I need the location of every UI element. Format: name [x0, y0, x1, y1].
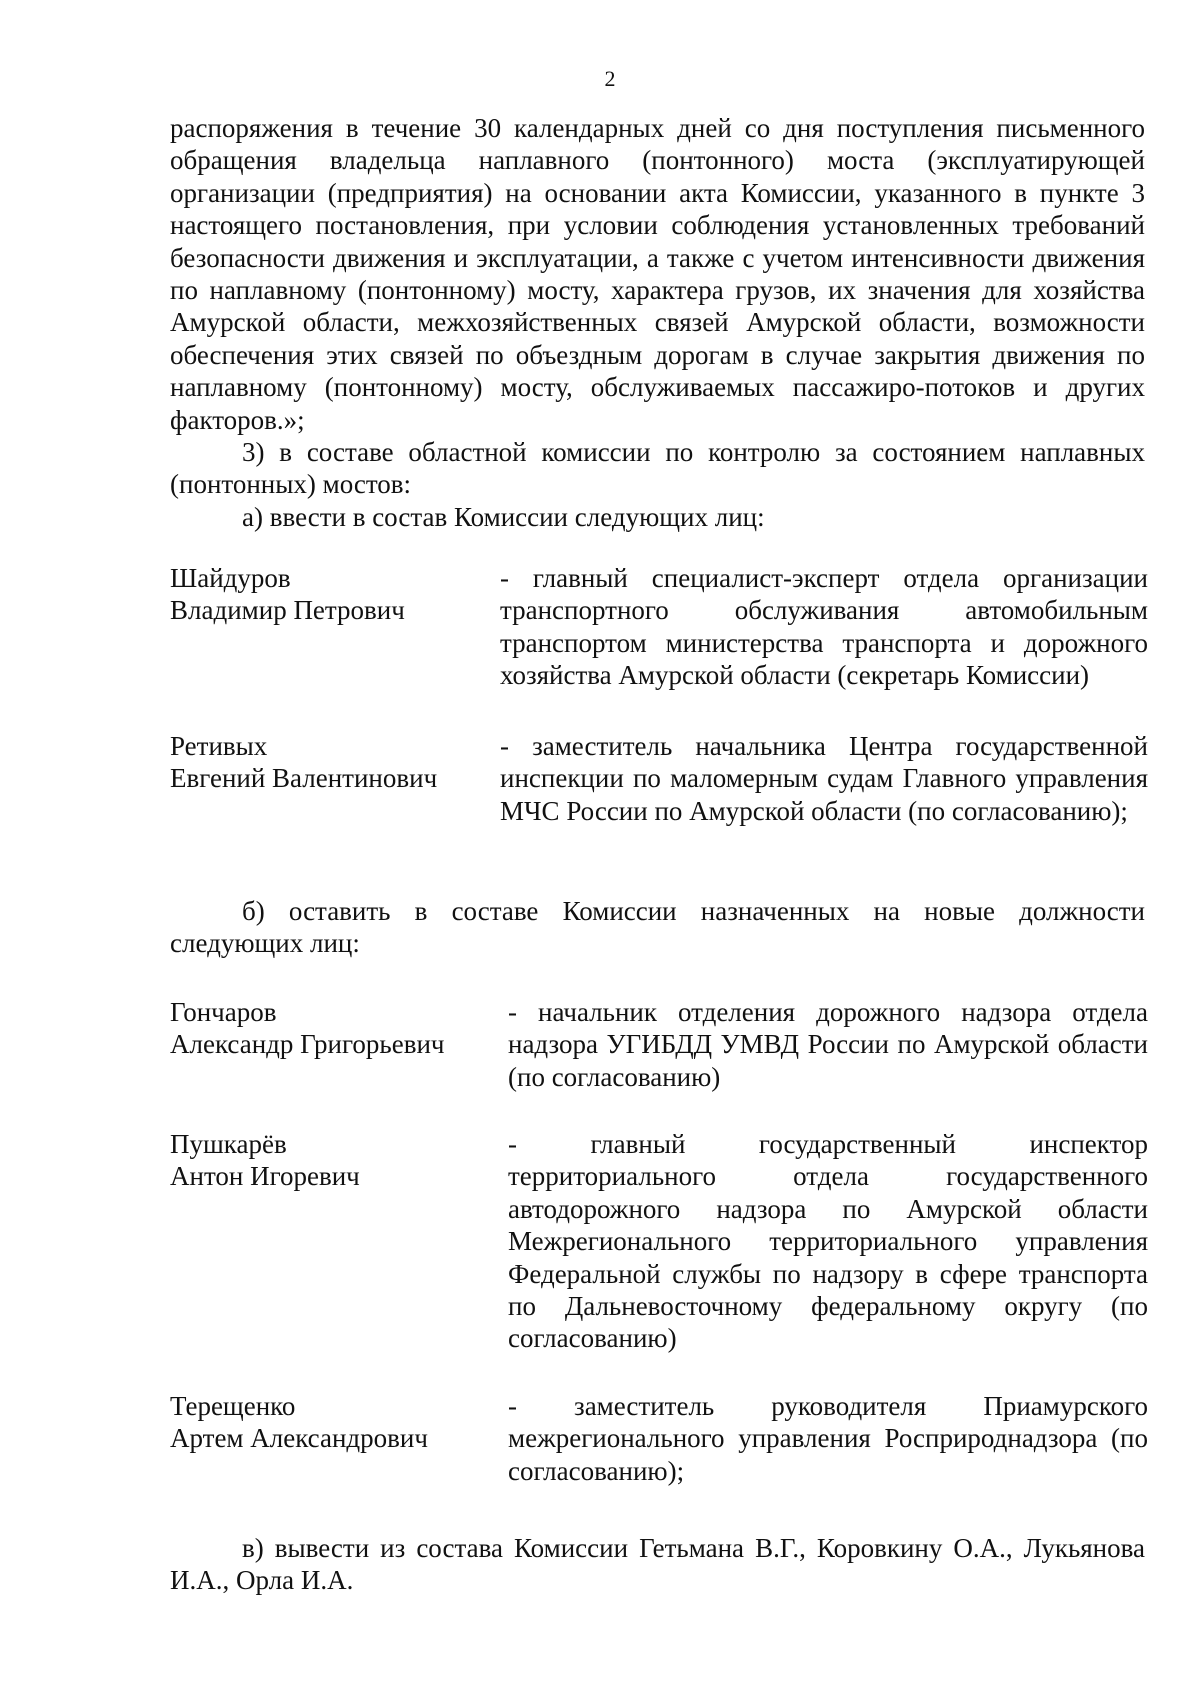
member-name — [170, 562, 490, 627]
member-surname: Терещенко — [170, 1391, 296, 1421]
page-number: 2 — [604, 66, 616, 91]
member-name — [170, 1390, 490, 1455]
member-given-names: Владимир Петрович — [170, 595, 405, 626]
text-block-subitem-c — [170, 1532, 1145, 1597]
subitem-c-paragraph: в) вывести из состава Комиссии Гетьмана В.Г., Коровкину О.А., Лукьянова И.А., Орла И.А. — [170, 1533, 1145, 1596]
member-position: - главный государственный инспектор территориального отдела государственного автодорожного надзора по Амурской области Межрегионального территориального управления Федеральной службы по надзору в сфере транспорта по Дальневосточному федеральному округу (по согласованию) — [508, 1129, 1148, 1354]
member-name — [170, 996, 490, 1061]
member-given-names: Александр Григорьевич — [170, 1029, 445, 1060]
item-3-paragraph: 3) в составе областной комиссии по контролю за состоянием наплавных (понтонных) мостов: — [170, 437, 1145, 500]
intro-paragraph: распоряжения в течение 30 календарных дней со дня поступления письменного обращения владельца наплавного (понтонного) моста (эксплуатирующей организации (предприятия) на основании акта Комиссии, указанного в пункте 3 настоящего постановления, при условии соблюдения установленных требований безопасности движения и эксплуатации, а также с учетом интенсивности движения по наплавному (понтонному) мосту, характера грузов, их значения для хозяйства Амурской области, межхозяйственных связей Амурской области, возможности обеспечения этих связей по объездным дорогам в случае закрытия движения по наплавному (понтонному) мосту, обслуживаемых пассажиро-потоков и других факторов.»; — [170, 113, 1145, 435]
member-name — [170, 1128, 490, 1193]
member-surname: Гончаров — [170, 997, 277, 1027]
member-surname: Пушкарёв — [170, 1129, 287, 1159]
member-given-names: Артем Александрович — [170, 1423, 428, 1454]
member-name — [170, 730, 490, 795]
text-block-intro — [170, 112, 1145, 533]
member-position: - начальник отделения дорожного надзора отдела надзора УГИБДД УМВД России по Амурской области (по согласованию) — [508, 997, 1148, 1092]
member-given-names: Антон Игоревич — [170, 1161, 360, 1192]
subitem-a-paragraph: а) ввести в состав Комиссии следующих лиц: — [242, 501, 765, 532]
member-given-names: Евгений Валентинович — [170, 763, 438, 794]
member-position: - главный специалист-эксперт отдела организации транспортного обслуживания автомобильным транспортом министерства транспорта и дорожного хозяйства Амурской области (секретарь Комиссии) — [500, 563, 1148, 691]
member-surname: Ретивых — [170, 731, 268, 761]
member-surname: Шайдуров — [170, 563, 291, 593]
member-position: - заместитель руководителя Приамурского межрегионального управления Росприроднадзора (по согласованию); — [508, 1391, 1148, 1486]
member-position: - заместитель начальника Центра государственной инспекции по маломерным судам Главного управления МЧС России по Амурской области (по согласованию); — [500, 731, 1148, 826]
text-block-subitem-b — [170, 895, 1145, 960]
subitem-b-paragraph: б) оставить в составе Комиссии назначенных на новые должности следующих лиц: — [170, 896, 1145, 959]
